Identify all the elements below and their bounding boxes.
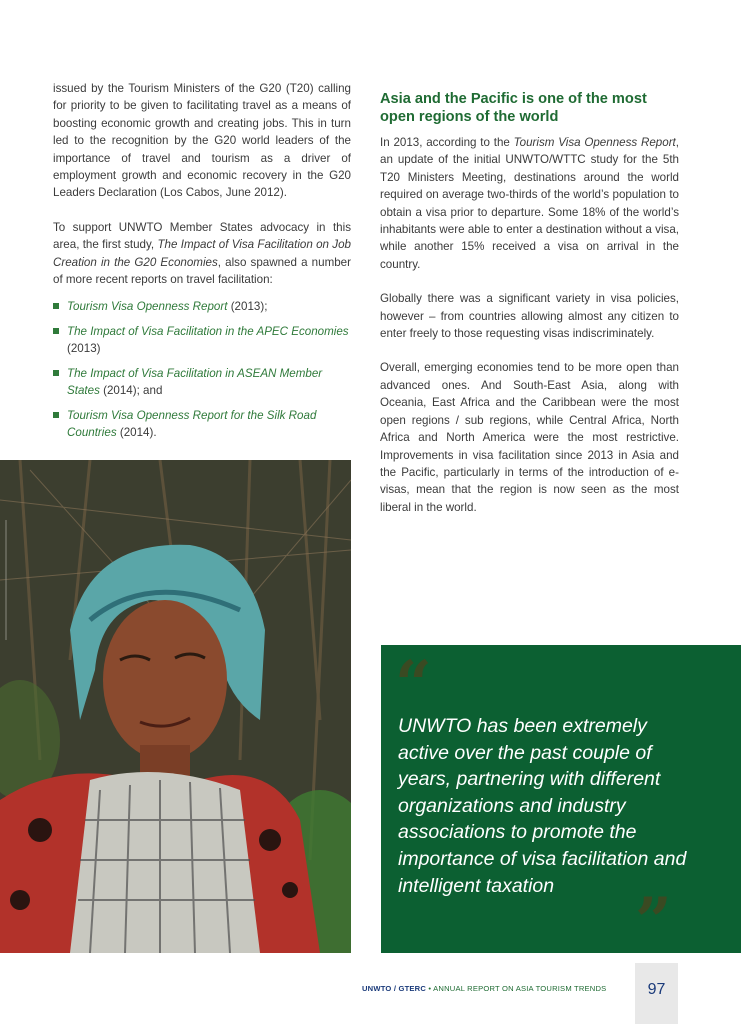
right-column	[380, 90, 679, 516]
bullet-square-icon	[53, 370, 59, 376]
reports-list	[53, 298, 351, 441]
open-quote-icon: “	[395, 647, 432, 722]
footer-report-title: ANNUAL REPORT ON ASIA TOURISM TRENDS	[433, 984, 607, 993]
left-column	[53, 80, 351, 448]
bullet-square-icon	[53, 328, 59, 334]
visa-openness-paragraph: In 2013, according to the Tourism Visa Openness Report, an update of the initial UNWTO/WTTC study for the 5th T20 Ministers Meeting, destinations around the world required on average two-thirds of the world’s population to obtain a visa prior to departure. Some 18% of the world’s inhabitants were able to enter a destination without a visa, while another 15% received a visa on arrival in the country.	[380, 136, 680, 271]
footer-running-title: UNWTO / GTERC • ANNUAL REPORT ON ASIA TOURISM TRENDS	[362, 984, 607, 993]
page-number-tab	[635, 963, 678, 1024]
page-number: 97	[647, 981, 666, 998]
close-quote-icon: ”	[635, 884, 672, 959]
list-item: Tourism Visa Openness Report (2013);	[53, 298, 351, 315]
variety-paragraph: Globally there was a significant variety in visa policies, however – from countries allowing almost any citizen to enter freely to those requesting visas indiscriminately.	[380, 292, 679, 341]
emerging-economies-paragraph: Overall, emerging economies tend to be more open than advanced ones. And South-East Asia, along with Oceania, East Africa and the Caribbean were the most open regions / sub regions, while Central Africa, North Africa and North America were the most restrictive. Improvements in visa facilitation since 2013 in Asia and the Pacific, particularly in terms of the introduction of e-visas, mean that the region is now seen as the most liberal in the world.	[380, 361, 679, 514]
intro-paragraph: issued by the Tourism Ministers of the G20 (T20) calling for priority to be given to facilitating travel as a means of boosting economic growth and creating jobs. This in turn led to the recognition by the G20 world leaders of the importance of travel and tourism as a driver of employment growth and economic recovery in the G20 Leaders Declaration (Los Cabos, June 2012).	[53, 82, 351, 200]
study-title: The Impact of Visa Facilitation on Job Creation in the G20 Economies	[53, 238, 351, 269]
section-heading: Asia and the Pacific is one of the most open regions of the world	[380, 91, 647, 125]
footer-org: UNWTO / GTERC	[362, 984, 427, 993]
list-item: Tourism Visa Openness Report for the Silk Road Countries (2014).	[53, 407, 351, 442]
support-paragraph: To support UNWTO Member States advocacy in this area, the first study, The Impact of Visa Facilitation on Job Creation in the G20 Economies, also spawned a number of more recent reports on travel facilitation:	[53, 220, 351, 287]
bullet-square-icon	[53, 303, 59, 309]
photo-credit-mark	[2, 520, 10, 640]
quote-text: UNWTO has been extremely active over the past couple of years, partnering with different organizations and industry associations to promote the importance of visa facilitation and intelligent taxation	[398, 715, 687, 897]
photo-illustration	[0, 460, 351, 953]
woman-portrait-photo	[0, 460, 351, 953]
report-title: Tourism Visa Openness Report	[513, 136, 676, 149]
list-item: The Impact of Visa Facilitation in ASEAN Member States (2014); and	[53, 365, 351, 400]
list-item: The Impact of Visa Facilitation in the APEC Economies (2013)	[53, 323, 351, 358]
bullet-square-icon	[53, 412, 59, 418]
pull-quote	[381, 645, 741, 959]
